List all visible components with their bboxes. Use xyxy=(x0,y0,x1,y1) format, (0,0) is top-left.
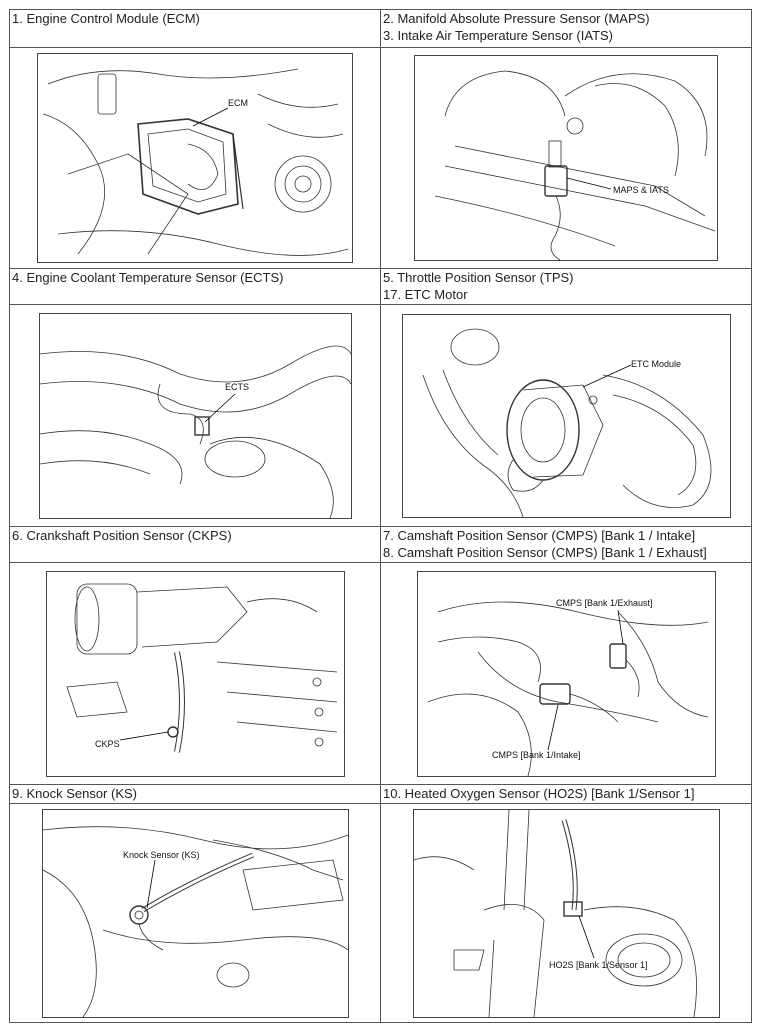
image-row-3 xyxy=(10,563,752,785)
cmps-exhaust-callout: CMPS [Bank 1/Exhaust] xyxy=(555,597,653,608)
header-cell-ckps xyxy=(10,527,381,563)
header-label: 10. Heated Oxygen Sensor (HO2S) [Bank 1/Sensor 1] xyxy=(383,786,695,801)
header-cell-ho2s xyxy=(381,785,752,804)
header-label: 2. Manifold Absolute Pressure Sensor (MAPS) xyxy=(383,11,650,26)
image-cell-tps-etc xyxy=(381,305,752,527)
header-label: 9. Knock Sensor (KS) xyxy=(12,786,137,801)
image-row-4 xyxy=(10,804,752,1023)
header-row-4 xyxy=(10,785,752,804)
cmps-illustration xyxy=(417,571,716,777)
ecm-illustration xyxy=(37,53,353,263)
header-label: 7. Camshaft Position Sensor (CMPS) [Bank 1 / Intake] xyxy=(383,528,696,543)
image-cell-ckps xyxy=(10,563,381,785)
header-label: 6. Crankshaft Position Sensor (CKPS) xyxy=(12,528,232,543)
maps-iats-callout: MAPS & IATS xyxy=(613,185,669,195)
knock-sensor-illustration xyxy=(42,809,349,1018)
header-row-3 xyxy=(10,527,752,563)
ecm-callout: ECM xyxy=(228,98,248,108)
header-cell-tps-etc xyxy=(381,269,752,305)
header-cell-cmps xyxy=(381,527,752,563)
header-cell-ks xyxy=(10,785,381,804)
ho2s-illustration xyxy=(413,809,720,1018)
ho2s-callout: HO2S [Bank 1/Sensor 1] xyxy=(548,959,648,970)
image-cell-cmps xyxy=(381,563,752,785)
cmps-intake-callout: CMPS [Bank 1/Intake] xyxy=(491,749,581,760)
header-label: 5. Throttle Position Sensor (TPS) xyxy=(383,270,574,285)
etc-module-illustration xyxy=(402,314,731,518)
header-label: 1. Engine Control Module (ECM) xyxy=(12,11,200,26)
ckps-callout: CKPS xyxy=(94,738,120,749)
maps-iats-illustration xyxy=(414,55,718,261)
image-cell-ks xyxy=(10,804,381,1023)
header-row-1 xyxy=(10,10,752,48)
header-label: 3. Intake Air Temperature Sensor (IATS) xyxy=(383,28,614,43)
etc-module-callout: ETC Module xyxy=(630,358,681,369)
header-label: 17. ETC Motor xyxy=(383,287,468,302)
image-cell-ects xyxy=(10,305,381,527)
image-cell-ho2s xyxy=(381,804,752,1023)
ects-illustration xyxy=(39,313,352,519)
header-cell-ects xyxy=(10,269,381,305)
header-row-2 xyxy=(10,269,752,305)
ckps-illustration xyxy=(46,571,345,777)
header-cell-ecm xyxy=(10,10,381,48)
image-row-1 xyxy=(10,48,752,269)
image-row-2 xyxy=(10,305,752,527)
image-cell-maps-iats xyxy=(381,48,752,269)
image-cell-ecm xyxy=(10,48,381,269)
ects-callout: ECTS xyxy=(224,381,249,392)
header-label: 8. Camshaft Position Sensor (CMPS) [Bank 1 / Exhaust] xyxy=(383,545,707,560)
header-cell-maps-iats xyxy=(381,10,752,48)
knock-sensor-callout: Knock Sensor (KS) xyxy=(122,849,200,860)
sensor-location-table xyxy=(9,9,752,1023)
header-label: 4. Engine Coolant Temperature Sensor (ECTS) xyxy=(12,270,284,285)
